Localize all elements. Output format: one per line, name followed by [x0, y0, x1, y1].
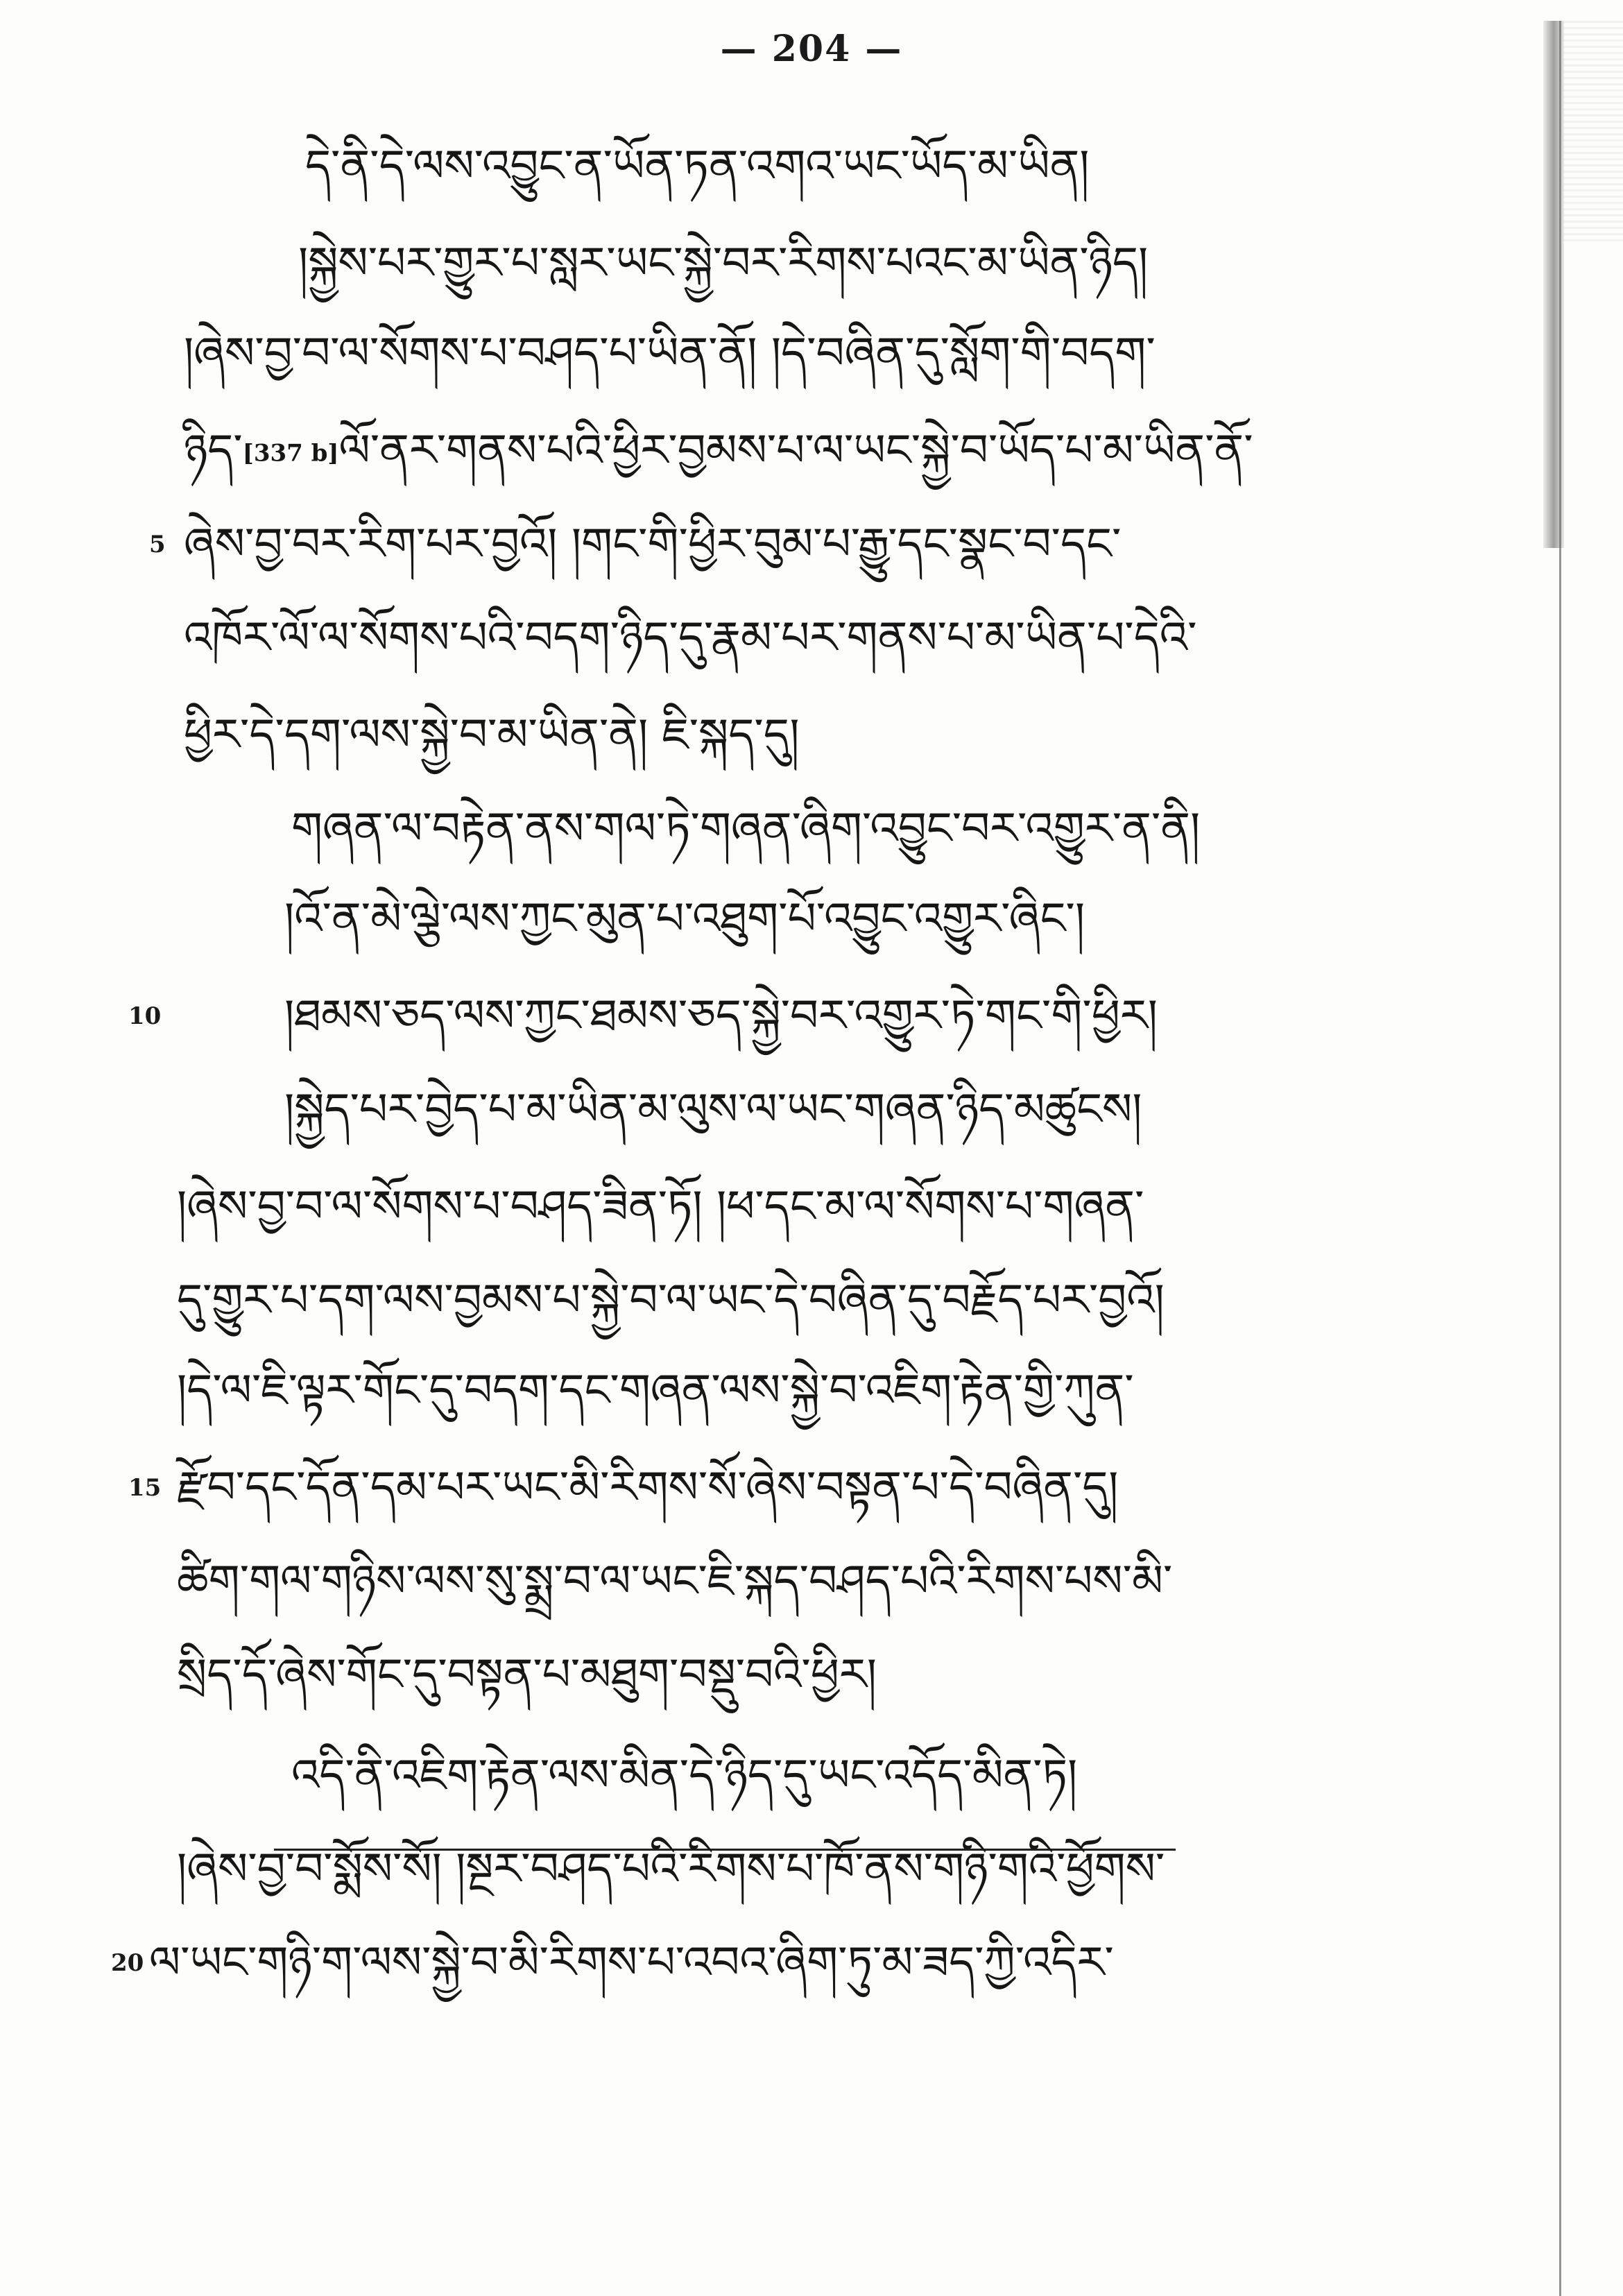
verse-line-4: །སྐྱེད་པར་བྱེད་པ་མ་ཡིན་མ་ལུས་ལ་ཡང་གཞན་ཉིད་མཚུངས། [284, 1084, 1142, 1136]
text-line-5: ཞེས་བྱ་བར་རིག་པར་བྱའོ། །གང་གི་ཕྱིར་བུམ་པ་རྒྱུ་དང་སྣང་བ་དང་ [184, 519, 1122, 570]
text-line-7: ཕྱིར་དེ་དག་ལས་སྐྱེ་བ་མ་ཡིན་ནེ། ཇི་སྐད་དུ། [184, 710, 800, 761]
text-line-13: དུ་གྱུར་པ་དག་ལས་བྱམས་པ་སྐྱེ་བ་ལ་ཡང་དེ་བཞིན་དུ་བརྗོད་པར་བྱའོ། [177, 1275, 1165, 1326]
text-line-20: ལ་ཡང་གཉི་ག་ལས་སྐྱེ་བ་མི་རིགས་པ་འབའ་ཞིག་ཏུ་མ་ཟད་ཀྱི་འདིར་ [149, 1937, 1114, 1989]
text-line-6: འཁོར་ལོ་ལ་སོགས་པའི་བདག་ཉིད་དུ་རྣམ་པར་གནས་པ་མ་ཡིན་པ་དེའི་ [184, 612, 1197, 664]
text-line-16: ཚིག་གལ་གཉིས་ལས་སུ་སྨྲ་བ་ལ་ཡང་ཇི་སྐད་བཤད་པའི་རིགས་པས་མི་ [177, 1556, 1173, 1607]
text-line-4 [184, 416, 1253, 488]
text-line-4-start: ཉིད་ [184, 425, 243, 477]
line-number-5: 5 [149, 531, 166, 558]
verse-line-5: འདི་ནི་འཇིག་རྟེན་ལས་མིན་དེ་ཉིད་དུ་ཡང་འདོད་མིན་ཏེ། [291, 1750, 1078, 1801]
text-line-15: རྫོབ་དང་དོན་དམ་པར་ཡང་མི་རིགས་སོ་ཞེས་བསྟན་པ་དེ་བཞིན་དུ། [177, 1462, 1119, 1514]
scan-edge-shadow [1543, 21, 1564, 548]
verse-line-2: །འོ་ན་མེ་ལྕེ་ལས་ཀྱང་མུན་པ་འཐུག་པོ་འབྱུང་འགྱུར་ཞིང་། [284, 893, 1085, 945]
text-line-17: སྲིད་དོ་ཞེས་གོང་དུ་བསྟན་པ་མཐུག་བསྡུ་བའི་ཕྱིར། [177, 1650, 877, 1701]
text-line-2: །སྐྱེས་པར་གྱུར་པ་སླར་ཡང་སྐྱེ་བར་རིགས་པའང་མ་ཡིན་ཉིད། [298, 238, 1149, 289]
text-line-14: །དེ་ལ་ཇི་ལྟར་གོང་དུ་བདག་དང་གཞན་ལས་སྐྱེ་བ་འཇིག་རྟེན་གྱི་ཀུན་ [177, 1365, 1134, 1416]
line-number-10: 10 [128, 1002, 162, 1030]
text-line-12: །ཞེས་བྱ་བ་ལ་སོགས་པ་བཤད་ཟིན་ཏོ། །ཕ་དང་མ་ལ་སོགས་པ་གཞན་ [177, 1181, 1144, 1233]
text-line-3: །ཞེས་བྱ་བ་ལ་སོགས་པ་བཤད་པ་ཡིན་ནོ། །དེ་བཞིན་དུ་སློག་གི་བདག་ [184, 328, 1156, 379]
text-line-19: །ཞེས་བྱ་བ་སྨོས་སོ། །སྔར་བཤད་པའི་རིགས་པ་ཁོ་ནས་གཉི་གའི་ཕྱོགས་ [177, 1844, 1165, 1895]
page-number: — 204 — [720, 28, 903, 70]
line-number-15: 15 [128, 1474, 162, 1502]
line-number-20: 20 [111, 1949, 144, 1977]
verse-line-1: གཞན་ལ་བརྟེན་ནས་གལ་ཏེ་གཞན་ཞིག་འབྱུང་བར་འགྱུར་ན་ནི། [291, 803, 1201, 855]
text-line-4-rest: ལོ་ནར་གནས་པའི་ཕྱིར་བྱམས་པ་ལ་ཡང་སྐྱེ་བ་ཡོད་པ་མ་ཡིན་ནོ་ [338, 425, 1253, 477]
folio-reference-marker: [337 b] [242, 439, 339, 468]
verse-line-3: །ཐམས་ཅད་ལས་ཀྱང་ཐམས་ཅད་སྐྱེ་བར་འགྱུར་ཏེ་གང་གི་ཕྱིར། [284, 991, 1158, 1042]
text-line-1: དེ་ནི་དེ་ལས་འབྱུང་ན་ཡོན་ཏན་འགའ་ཡང་ཡོད་མ་ཡིན། [305, 141, 1090, 192]
